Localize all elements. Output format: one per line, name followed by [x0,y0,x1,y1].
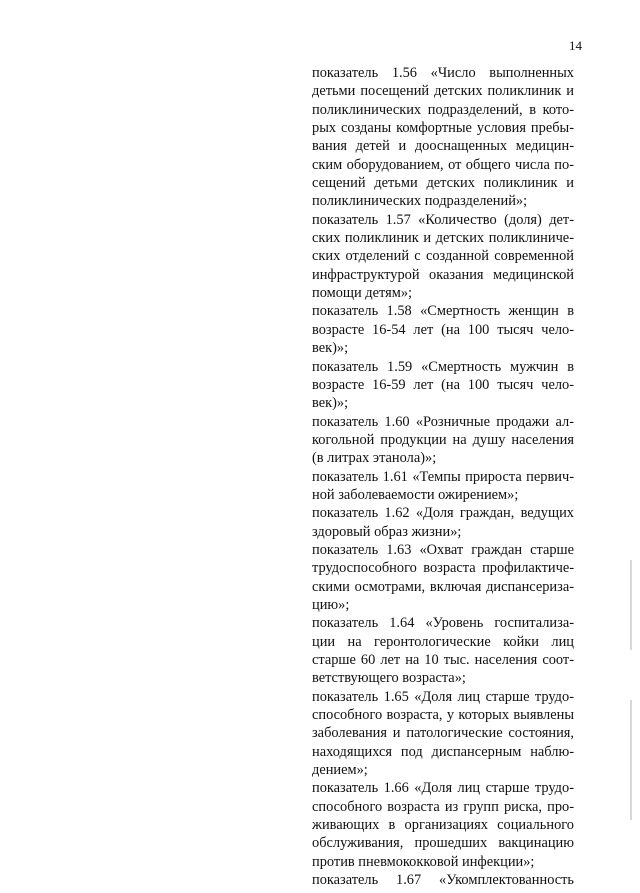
indicator-paragraph [312,871,574,889]
text-line: ским оборудованием, от общего числа по- [312,156,574,173]
text-line: способного возраста из групп риска, про- [312,798,574,815]
text-line: показатель 1.60 «Розничные продажи ал- [312,413,574,430]
text-line: сещений детьми детских поликлиник и [312,175,574,192]
indicator-paragraph [312,64,574,211]
text-line: трудоспособного возраста профилактиче- [312,560,574,577]
indicator-paragraph [312,468,574,505]
text-line: рых созданы комфортные условия пребы- [312,120,574,137]
indicator-paragraph [312,541,574,614]
text-line: ции на геронтологические койки лиц [312,633,574,650]
indicator-paragraph [312,358,574,413]
text-line: показатель 1.63 «Охват граждан старше [312,541,574,558]
page-number: 14 [569,38,582,53]
text-line: показатель 1.62 «Доля граждан, ведущих [312,505,574,522]
scan-edge-mark [630,560,632,650]
text-line: инфраструктурой оказания медицинской [312,266,574,283]
text-line: ной заболеваемости ожирением»; [312,486,519,503]
text-line: ских поликлиник и детских поликлиниче- [312,230,574,247]
text-line: против пневмококковой инфекции»; [312,853,535,870]
text-line: показатель 1.64 «Уровень госпитализа- [312,615,574,632]
text-line: вания детей и дооснащенных медицин- [312,138,574,155]
text-line: живающих в организациях социального [312,817,574,834]
text-line: способного возраста, у которых выявлены [312,707,574,724]
text-line: здоровый образ жизни»; [312,523,462,540]
text-line: детьми посещений детских поликлиник и [312,83,574,100]
scan-edge-mark [630,700,632,820]
text-line: показатель 1.66 «Доля лиц старше трудо- [312,780,574,797]
text-line: ских отделений с созданной современной [312,248,574,265]
text-line: поликлинических подразделений, в кото- [312,101,574,118]
text-line: возрасте 16-54 лет (на 100 тысяч чело- [312,321,574,338]
indicator-paragraph [312,302,574,357]
text-line: цию»; [312,596,350,613]
text-line: возрасте 16-59 лет (на 100 тысяч чело- [312,376,574,393]
indicator-paragraph [312,779,574,871]
text-line: поликлинических подразделений»; [312,193,528,210]
indicator-paragraph [312,211,574,303]
document-body [312,64,574,889]
text-line: показатель 1.57 «Количество (доля) дет- [312,211,574,228]
text-line: показатель 1.67 «Укомплектованность [312,872,574,889]
text-line: показатель 1.65 «Доля лиц старше трудо- [312,688,574,705]
indicator-paragraph [312,413,574,468]
text-line: заболевания и патологические состояния, [312,725,574,742]
text-line: дением»; [312,762,368,779]
text-line: показатель 1.56 «Число выполненных [312,65,574,81]
text-line: (в литрах этанола)»; [312,450,437,467]
text-line: ветствующего возраста»; [312,670,466,687]
text-line: век)»; [312,395,349,412]
text-line: помощи детям»; [312,285,413,302]
text-line: когольной продукции на душу населения [312,431,574,448]
text-line: скими осмотрами, включая диспансериза- [312,578,574,595]
text-line: старше 60 лет на 10 тыс. населения соот- [312,652,574,668]
indicator-paragraph [312,688,574,780]
indicator-paragraph [312,504,574,541]
text-line: обслуживания, прошедших вакцинацию [312,835,574,852]
text-line: век)»; [312,340,349,357]
indicator-paragraph [312,614,574,687]
text-line: показатель 1.61 «Темпы прироста первич- [312,468,574,485]
text-line: показатель 1.59 «Смертность мужчин в [312,358,574,375]
text-line: показатель 1.58 «Смертность женщин в [312,303,574,320]
text-line: находящихся под диспансерным наблю- [312,743,574,760]
